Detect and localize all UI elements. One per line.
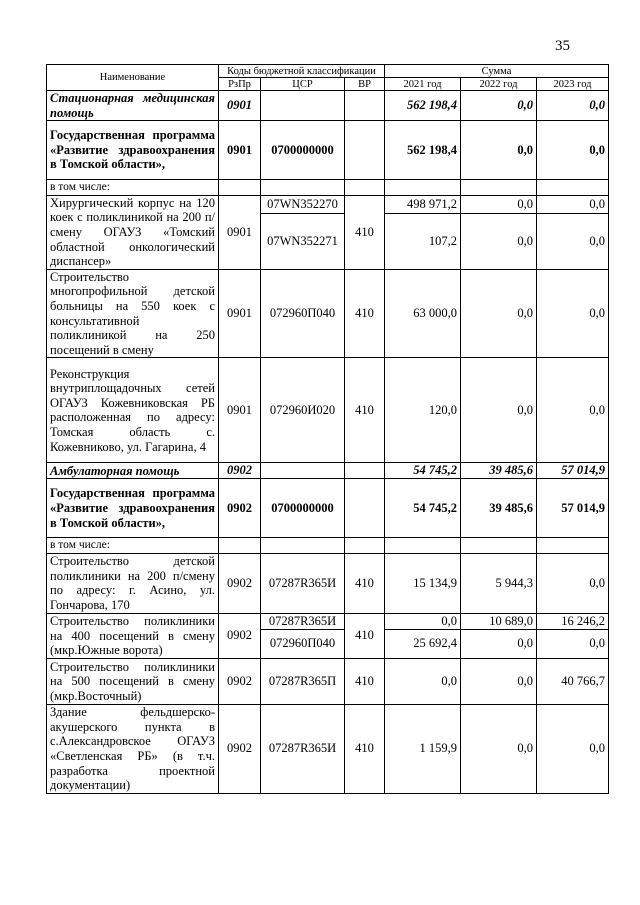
row-2022: 0,0 bbox=[461, 214, 537, 270]
row-2021: 63 000,0 bbox=[385, 269, 461, 358]
table-row bbox=[47, 658, 609, 704]
header-2022: 2022 год bbox=[461, 78, 537, 91]
row-2023: 0,0 bbox=[537, 358, 609, 463]
row-csr: 07WN352271 bbox=[261, 214, 345, 270]
row-2023: 0,0 bbox=[537, 195, 609, 213]
row-csr: 07WN352270 bbox=[261, 195, 345, 213]
row-2023: 40 766,7 bbox=[537, 658, 609, 704]
header-vr: ВР bbox=[345, 78, 385, 91]
header-codes: Коды бюджетной классификации bbox=[219, 65, 385, 78]
row-2022: 5 944,3 bbox=[461, 553, 537, 613]
row-2021: 0,0 bbox=[385, 613, 461, 629]
row-csr: 0700000000 bbox=[261, 121, 345, 180]
row-rzpr: 0901 bbox=[219, 358, 261, 463]
row-vr: 410 bbox=[345, 658, 385, 704]
row-2023: 0,0 bbox=[537, 121, 609, 180]
table-row bbox=[47, 463, 609, 479]
row-2021: 562 198,4 bbox=[385, 91, 461, 121]
row-name: Здание фельдшерско-акушерского пункта в с.Александровское ОГАУЗ «Светленская РБ» (в т.ч. разработка проектной документации) bbox=[47, 704, 219, 793]
row-vr: 410 bbox=[345, 195, 385, 269]
table-row bbox=[47, 358, 609, 463]
row-rzpr: 0901 bbox=[219, 269, 261, 358]
header-csr: ЦСР bbox=[261, 78, 345, 91]
row-rzpr: 0902 bbox=[219, 479, 261, 538]
row-rzpr: 0902 bbox=[219, 658, 261, 704]
row-2023: 0,0 bbox=[537, 629, 609, 658]
header-sum: Сумма bbox=[385, 65, 609, 78]
header-2023: 2023 год bbox=[537, 78, 609, 91]
table-row bbox=[47, 195, 609, 213]
row-2022: 10 689,0 bbox=[461, 613, 537, 629]
table-row bbox=[47, 704, 609, 793]
page-number: 35 bbox=[555, 38, 570, 54]
row-name: Стационарная медицинская помощь bbox=[47, 91, 219, 121]
row-2022: 0,0 bbox=[461, 358, 537, 463]
row-csr: 07287R365И bbox=[261, 704, 345, 793]
row-name: Хирургический корпус на 120 коек с поликлиникой на 200 п/смену ОГАУЗ «Томский областной онкологический диспансер» bbox=[47, 195, 219, 269]
row-2021: 107,2 bbox=[385, 214, 461, 270]
row-2021: 25 692,4 bbox=[385, 629, 461, 658]
row-2023: 0,0 bbox=[537, 704, 609, 793]
row-vr: 410 bbox=[345, 613, 385, 658]
row-name: в том числе: bbox=[47, 538, 219, 554]
row-2021: 498 971,2 bbox=[385, 195, 461, 213]
row-name: Строительство поликлиники на 400 посещений в смену (мкр.Южные ворота) bbox=[47, 613, 219, 658]
row-2022: 39 485,6 bbox=[461, 479, 537, 538]
row-name: Амбулаторная помощь bbox=[47, 463, 219, 479]
row-2021: 1 159,9 bbox=[385, 704, 461, 793]
row-rzpr: 0901 bbox=[219, 121, 261, 180]
row-2022: 0,0 bbox=[461, 629, 537, 658]
row-2022: 39 485,6 bbox=[461, 463, 537, 479]
row-2023: 57 014,9 bbox=[537, 463, 609, 479]
row-2021: 54 745,2 bbox=[385, 479, 461, 538]
row-csr: 072960И020 bbox=[261, 358, 345, 463]
row-2022: 0,0 bbox=[461, 269, 537, 358]
row-vr: 410 bbox=[345, 358, 385, 463]
table-row bbox=[47, 91, 609, 121]
row-csr: 07287R365П bbox=[261, 658, 345, 704]
row-rzpr: 0902 bbox=[219, 463, 261, 479]
row-rzpr: 0902 bbox=[219, 553, 261, 613]
header-2021: 2021 год bbox=[385, 78, 461, 91]
table-row bbox=[47, 121, 609, 180]
row-vr: 410 bbox=[345, 704, 385, 793]
row-rzpr: 0901 bbox=[219, 91, 261, 121]
table-row bbox=[47, 479, 609, 538]
row-2022: 0,0 bbox=[461, 658, 537, 704]
row-csr: 072960П040 bbox=[261, 629, 345, 658]
row-2021: 0,0 bbox=[385, 658, 461, 704]
row-2021: 15 134,9 bbox=[385, 553, 461, 613]
row-name: Государственная программа «Развитие здравоохранения в Томской области», bbox=[47, 121, 219, 180]
row-2021: 120,0 bbox=[385, 358, 461, 463]
row-csr: 07287R365И bbox=[261, 553, 345, 613]
row-vr: 410 bbox=[345, 553, 385, 613]
row-2021: 54 745,2 bbox=[385, 463, 461, 479]
row-2023: 57 014,9 bbox=[537, 479, 609, 538]
table-row bbox=[47, 180, 609, 196]
header-rzpr: РзПр bbox=[219, 78, 261, 91]
row-2021: 562 198,4 bbox=[385, 121, 461, 180]
row-2022: 0,0 bbox=[461, 195, 537, 213]
budget-table bbox=[46, 64, 609, 794]
table-row bbox=[47, 613, 609, 629]
row-csr: 0700000000 bbox=[261, 479, 345, 538]
row-name: в том числе: bbox=[47, 180, 219, 196]
row-name: Строительство многопрофильной детской больницы на 550 коек с консультативной поликлиникой на 250 посещений в смену bbox=[47, 269, 219, 358]
row-csr: 07287R365И bbox=[261, 613, 345, 629]
row-vr: 410 bbox=[345, 269, 385, 358]
row-2023: 0,0 bbox=[537, 553, 609, 613]
row-name: Государственная программа «Развитие здравоохранения в Томской области», bbox=[47, 479, 219, 538]
header-name: Наименование bbox=[47, 65, 219, 91]
row-2023: 0,0 bbox=[537, 91, 609, 121]
row-name: Строительство детской поликлиники на 200 п/смену по адресу: г. Асино, ул. Гончарова, 170 bbox=[47, 553, 219, 613]
table-row bbox=[47, 269, 609, 358]
row-rzpr: 0902 bbox=[219, 613, 261, 658]
row-csr: 072960П040 bbox=[261, 269, 345, 358]
row-2023: 16 246,2 bbox=[537, 613, 609, 629]
row-2022: 0,0 bbox=[461, 91, 537, 121]
table-row bbox=[47, 553, 609, 613]
table-row bbox=[47, 538, 609, 554]
row-rzpr: 0902 bbox=[219, 704, 261, 793]
row-2022: 0,0 bbox=[461, 121, 537, 180]
row-rzpr: 0901 bbox=[219, 195, 261, 269]
row-2023: 0,0 bbox=[537, 214, 609, 270]
row-2022: 0,0 bbox=[461, 704, 537, 793]
row-name: Реконструкция внутриплощадочных сетей ОГАУЗ Кожевниковская РБ расположенная по адресу: Томская область с. Кожевниково, ул. Гагарина, 4 bbox=[47, 358, 219, 463]
row-2023: 0,0 bbox=[537, 269, 609, 358]
row-name: Строительство поликлиники на 500 посещений в смену (мкр.Восточный) bbox=[47, 658, 219, 704]
